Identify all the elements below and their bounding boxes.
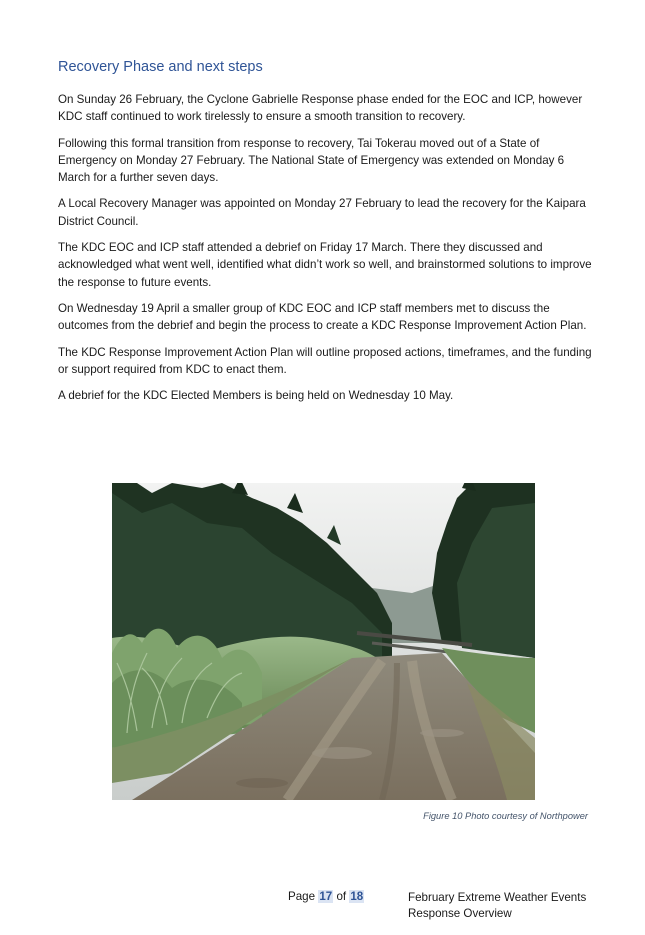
footer-title-line: February Extreme Weather Events [408,891,587,904]
figure-caption: Figure 10 Photo courtesy of Northpower [423,811,588,821]
body-text [58,91,593,413]
paragraph: On Wednesday 19 April a smaller group of KDC EOC and ICP staff members met to discuss the outcomes from the debrief and begin the process to create a KDC Response Improvement Action Plan. [58,301,587,333]
paragraph: Following this formal transition from response to recovery, Tai Tokerau moved out of a State of Emergency on Monday 27 February. The National State of Emergency was extended on Monday 6 March for a further seven days. [58,136,565,185]
paragraph: A Local Recovery Manager was appointed on Monday 27 February to lead the recovery for the Kaipara District Council. [58,197,586,228]
paragraph: The KDC Response Improvement Action Plan will outline proposed actions, timeframes, and the funding or support required from KDC to enact them. [58,345,592,376]
figure-photo [112,483,535,800]
footer-doc-title [408,890,608,922]
paragraph: The KDC EOC and ICP staff attended a debrief on Friday 17 March. There they discussed and acknowledged what went well, identified what didn’t work so well, and brainstormed solutions to improve the response to future events. [58,241,592,289]
page-current: 17 [319,890,333,903]
page-of: of [336,890,347,903]
footer-title-line: Response Overview [408,907,512,920]
page-number [288,890,364,903]
section-heading: Recovery Phase and next steps [58,59,263,75]
paragraph: A debrief for the KDC Elected Members is being held on Wednesday 10 May. [58,389,454,403]
page-prefix: Page [288,890,316,903]
paragraph: On Sunday 26 February, the Cyclone Gabrielle Response phase ended for the EOC and ICP, however KDC staff continued to work tirelessly to ensure a smooth transition to recovery. [58,93,583,124]
page-total: 18 [350,890,364,903]
